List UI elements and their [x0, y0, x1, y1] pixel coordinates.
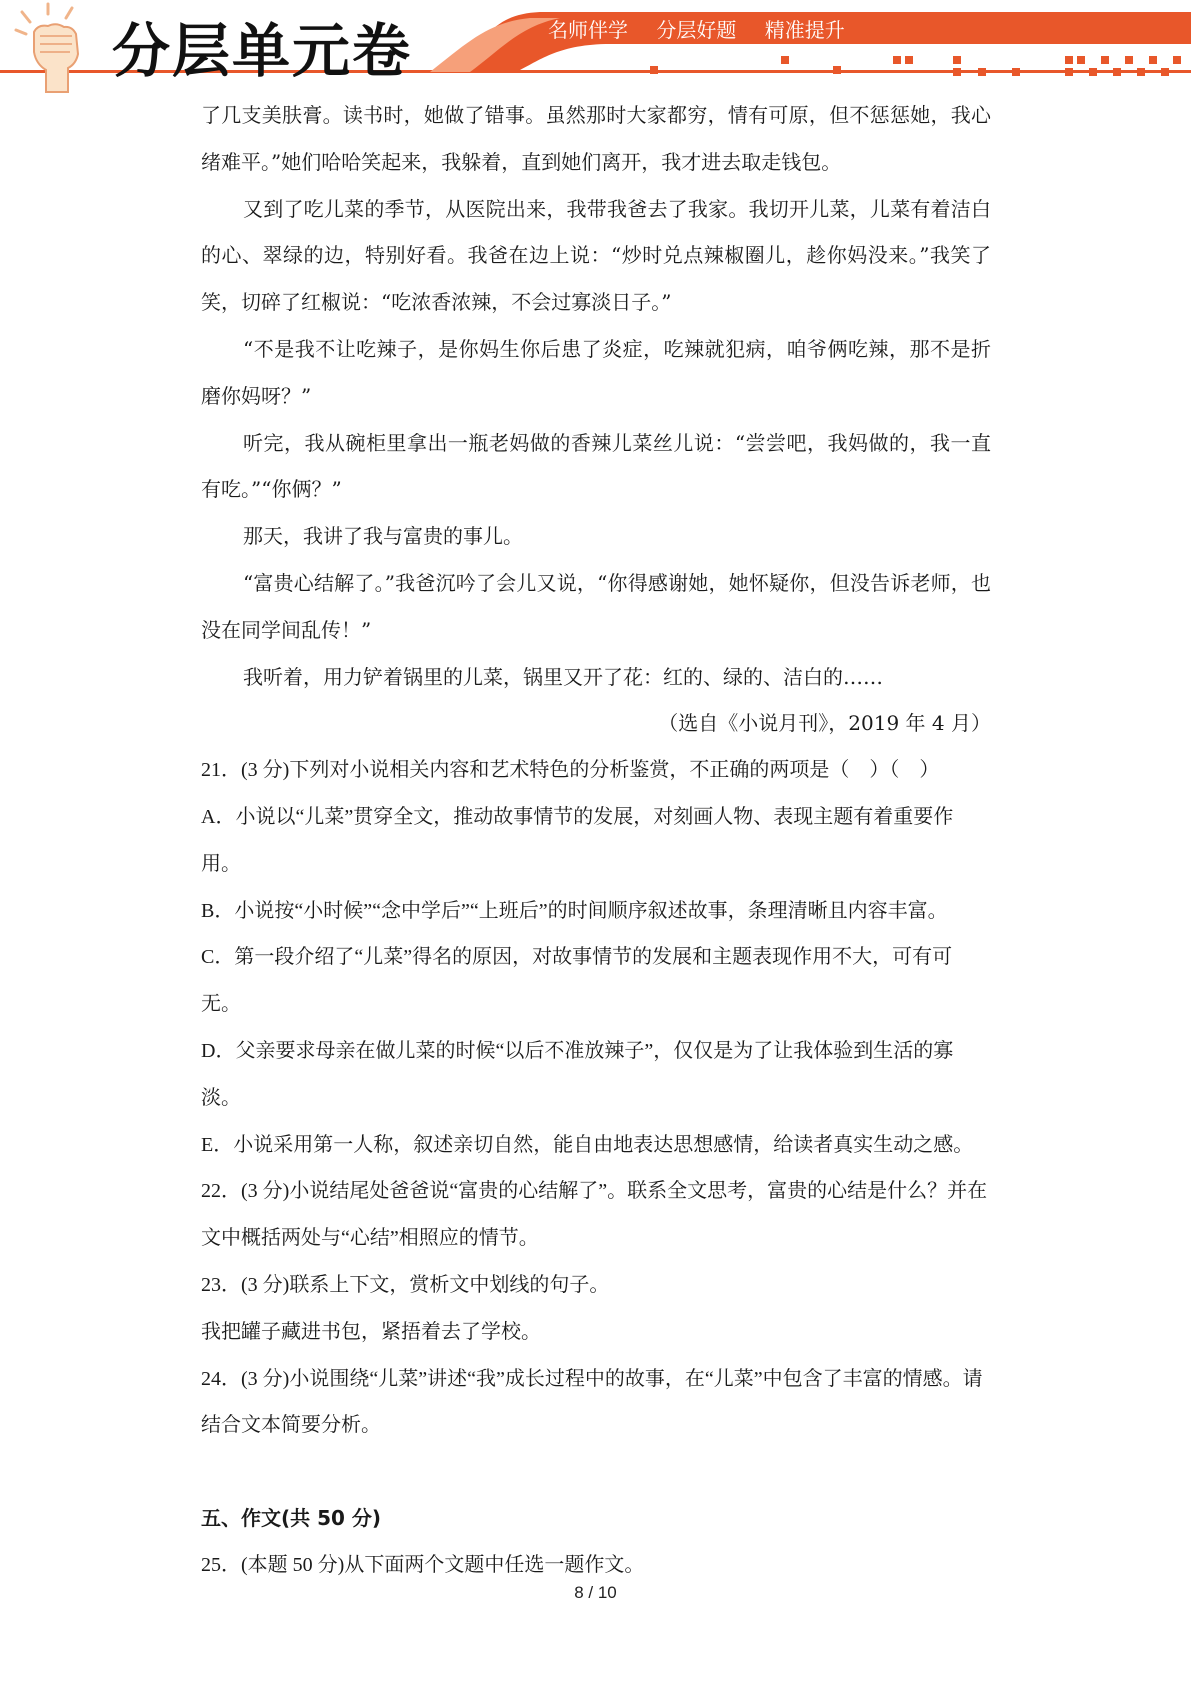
- question-25: 25．(本题 50 分)从下面两个文题中任选一题作文。: [201, 1553, 645, 1576]
- slogan-item: 名师伴学: [548, 18, 628, 42]
- story-paragraph: 我听着，用力铲着锅里的儿菜，锅里又开了花：红的、绿的、洁白的……: [243, 664, 883, 689]
- story-paragraph: “不是我不让吃辣子，是你妈生你后患了炎症，吃辣就犯病，咱爷俩吃辣，那不是折磨你妈呀？”: [201, 336, 991, 408]
- question-22: 22．(3 分)小说结尾处爸爸说“富贵的心结解了”。联系全文思考，富贵的心结是什么？并在文中概括两处与“心结”相照应的情节。: [201, 1180, 988, 1250]
- section-heading: 五、作文(共 50 分): [201, 1506, 382, 1531]
- brand-title: 分层单元卷: [112, 17, 413, 85]
- option-a: A．小说以“儿菜”贯穿全文，推动故事情节的发展，对刻画人物、表现主题有着重要作用。: [201, 805, 954, 875]
- option-c: C．第一段介绍了“儿菜”得名的原因，对故事情节的发展和主题表现作用不大，可有可无。: [201, 946, 953, 1016]
- option-d: D．父亲要求母亲在做儿菜的时候“以后不准放辣子”，仅仅是为了让我体验到生活的寡淡。: [201, 1039, 954, 1109]
- question-24: 24．(3 分)小说围绕“儿菜”讲述“我”成长过程中的故事，在“儿菜”中包含了丰富的情感。请结合文本简要分析。: [201, 1367, 983, 1437]
- source-citation: （选自《小说月刊》，2019 年 4 月）: [658, 711, 991, 736]
- fist-logo-icon: [8, 2, 103, 97]
- question-23: 23．(3 分)联系上下文，赏析文中划线的句子。: [201, 1273, 610, 1296]
- slogan-item: 分层好题: [656, 18, 737, 42]
- story-paragraph: “富贵心结解了。”我爸沉吟了会儿又说，“你得感谢她，她怀疑你，但没告诉老师，也没在同学间乱传！”: [201, 570, 991, 642]
- spacer: [201, 1449, 991, 1495]
- document-body: [201, 92, 991, 1589]
- question-23-sentence: 我把罐子藏进书包，紧捂着去了学校。: [201, 1320, 541, 1343]
- story-paragraph: 了几支美肤膏。读书时，她做了错事。虽然那时大家都穷，情有可原，但不惩惩她，我心绪难平。”她们哈哈笑起来，我躲着，直到她们离开，我才进去取走钱包。: [201, 103, 991, 174]
- question-21: 21．(3 分)下列对小说相关内容和艺术特色的分析鉴赏，不正确的两项是（ ）（ ）: [201, 759, 940, 782]
- story-paragraph: 那天，我讲了我与富贵的事儿。: [243, 524, 523, 549]
- slogan-item: 精准提升: [764, 18, 845, 42]
- slogan-bar: [548, 14, 867, 43]
- option-b: B．小说按“小时候”“念中学后”“上班后”的时间顺序叙述故事，条理清晰且内容丰富。: [201, 899, 948, 922]
- page-number: 8 / 10: [574, 1583, 617, 1602]
- page-header: [0, 0, 1191, 100]
- option-e: E．小说采用第一人称，叙述亲切自然，能自由地表达思想感情，给读者真实生动之感。: [201, 1133, 974, 1156]
- story-paragraph: 又到了吃儿菜的季节，从医院出来，我带我爸去了我家。我切开儿菜，儿菜有着洁白的心、翠绿的边，特别好看。我爸在边上说：“炒时兑点辣椒圈儿，趁你妈没来。”我笑了笑，切碎了红椒说：“吃浓香浓辣，不会过寡淡日子。”: [201, 196, 991, 315]
- story-paragraph: 听完，我从碗柜里拿出一瓶老妈做的香辣儿菜丝儿说：“尝尝吧，我妈做的，我一直有吃。”“你俩？”: [201, 430, 991, 502]
